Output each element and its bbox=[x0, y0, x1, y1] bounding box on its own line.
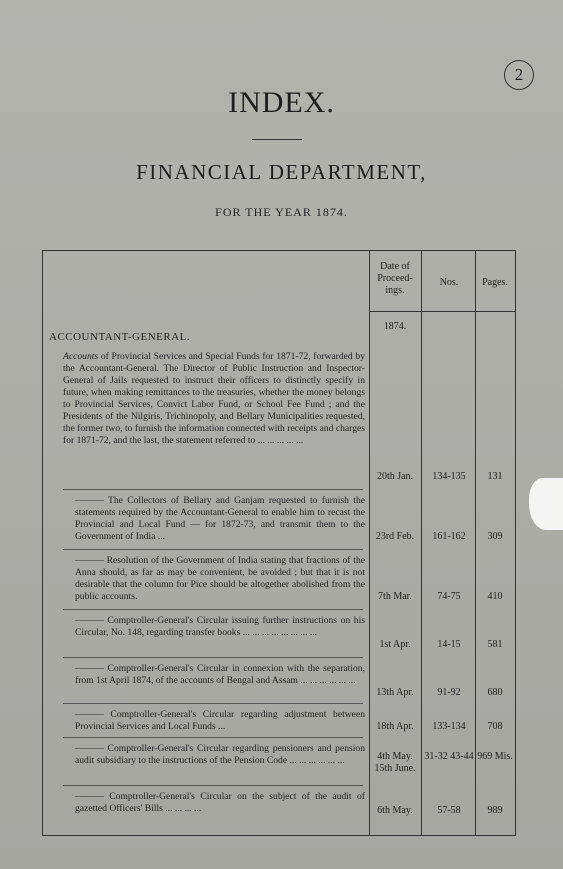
entry-date: 7th Mar. bbox=[378, 591, 412, 602]
torn-edge bbox=[529, 478, 563, 530]
list-item: ——— Comptroller-General's Circular issuing further instructions on his Circular, No. 148, regarding transfer books ... ... ... ... ... ... ... ... bbox=[75, 615, 365, 638]
list-item: ——— Comptroller-General's Circular on the subject of the audit of gazetted Officers' Bills ... ... ... ... bbox=[75, 791, 365, 814]
row-separator bbox=[63, 489, 363, 490]
entry-nos: 57-58 bbox=[437, 805, 461, 816]
section-heading: ACCOUNTANT-GENERAL. bbox=[49, 331, 191, 343]
entry-nos: 133-134 bbox=[432, 721, 466, 732]
entry-date: 23rd Feb. bbox=[375, 531, 415, 542]
entry-pages: 410 bbox=[487, 591, 503, 602]
entry-nos: 161-162 bbox=[432, 531, 466, 542]
entry-date: 1st Apr. bbox=[379, 639, 411, 650]
entry-pages: 708 bbox=[487, 721, 503, 732]
list-item: ——— The Collectors of Bellary and Ganjam requested to furnish the statements required by the Accountant-General to enable him to recast the Provincial and Local Fund — for 1872-73, and transmit them to the Government of India ... bbox=[75, 495, 365, 542]
row-separator bbox=[63, 737, 363, 738]
year-marker: 1874. bbox=[383, 321, 407, 332]
entry-pages: 969 Mis. bbox=[477, 751, 513, 762]
list-item: Accounts of Provincial Services and Special Funds for 1871-72, forwarded by the Accountant-General. The Director of Public Instruction and Inspector-General of Jails requested to instruct their officers to distinctly specify in future, when making remittances to the treasuries, whether the money belongs to Provincial Services, Convict Labor Fund, or School Fee Fund ; and the Presidents of the Nilgiris, Trichinopoly, and Bellary Municipalities requested, the former two, to furnish the information connected with receipts and charges for 1871-72, and the last, the statement referred to ... ... ... ... ... bbox=[63, 351, 365, 446]
row-separator bbox=[63, 703, 363, 704]
entry-pages: 989 bbox=[487, 805, 503, 816]
department-title: FINANCIAL DEPARTMENT, bbox=[136, 160, 427, 184]
header-nos: Nos. bbox=[439, 277, 459, 288]
entry-pages: 581 bbox=[487, 639, 503, 650]
header-date: Date of Proceed- ings. bbox=[377, 261, 413, 296]
row-separator bbox=[63, 785, 363, 786]
row-separator bbox=[63, 657, 363, 658]
row-separator bbox=[63, 609, 363, 610]
entry-date: 13th Apr. bbox=[376, 687, 414, 698]
page-number: 2 bbox=[504, 60, 534, 90]
year-subtitle: FOR THE YEAR 1874. bbox=[215, 205, 348, 219]
entry-nos: 14-15 bbox=[437, 639, 461, 650]
entry-nos: 31-32 43-44 bbox=[424, 751, 474, 762]
row-separator bbox=[63, 549, 363, 550]
list-item: ——— Comptroller-General's Circular in connexion with the separation, from 1st April 1874, of the accounts of Bengal and Assam ... ... ... ... ... ... bbox=[75, 663, 365, 686]
title-rule bbox=[252, 139, 302, 140]
entry-pages: 131 bbox=[487, 471, 503, 482]
column-divider bbox=[421, 251, 422, 835]
entry-date: 6th May. bbox=[377, 805, 413, 816]
header-rule bbox=[369, 311, 515, 312]
list-item: ——— Resolution of the Government of India stating that fractions of the Anna should, as far as may be convenient, be avoided ; but that it is not desirable that the column for Pice should be altogether abolished from the public accounts. bbox=[75, 555, 365, 602]
column-divider bbox=[475, 251, 476, 835]
entry-nos: 91-92 bbox=[437, 687, 461, 698]
index-title: INDEX. bbox=[228, 86, 335, 119]
entry-pages: 680 bbox=[487, 687, 503, 698]
entry-nos: 134-135 bbox=[432, 471, 466, 482]
column-divider bbox=[369, 251, 370, 835]
header-pages: Pages. bbox=[482, 277, 508, 288]
entry-nos: 74-75 bbox=[437, 591, 461, 602]
list-item: ——— Comptroller-General's Circular regarding adjustment between Provincial Services and Local Funds ... bbox=[75, 709, 365, 732]
entry-date: 20th Jan. bbox=[376, 471, 414, 482]
list-item: ——— Comptroller-General's Circular regarding pensioners and pension audit subsidiary to the instructions of the Pension Code ... ... ... ... ... ... bbox=[75, 743, 365, 766]
entry-date: 4th May. 15th June. bbox=[374, 751, 416, 774]
index-table bbox=[42, 250, 516, 836]
entry-pages: 309 bbox=[487, 531, 503, 542]
entry-date: 18th Apr. bbox=[376, 721, 414, 732]
